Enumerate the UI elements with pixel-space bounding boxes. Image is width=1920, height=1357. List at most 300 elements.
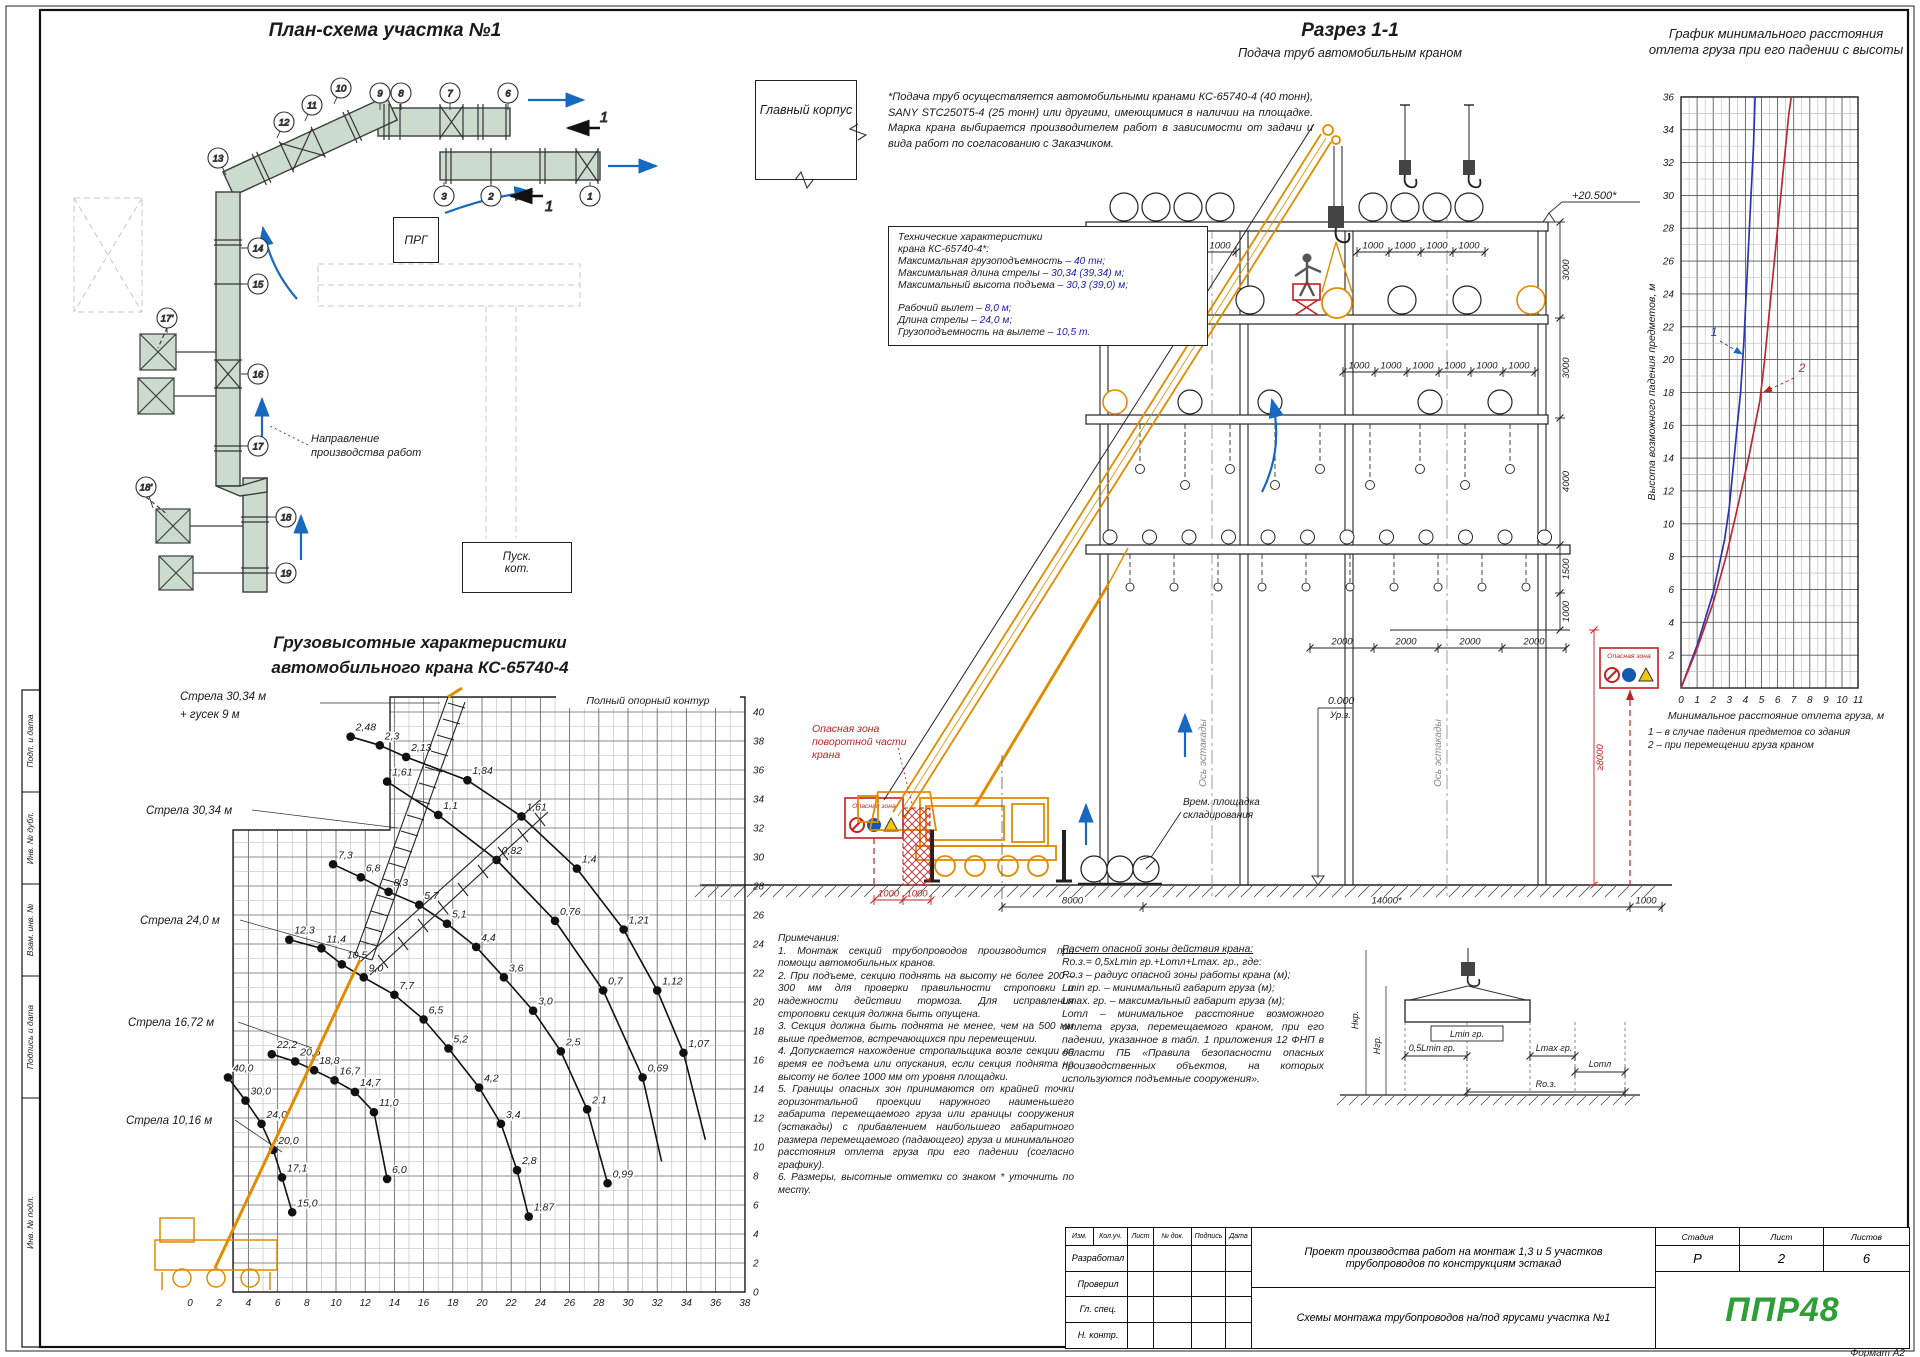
- load-curve-point: [599, 986, 608, 995]
- y-tick-label: 24: [753, 939, 765, 951]
- y-tick-label: 34: [753, 794, 765, 806]
- dimension-label: 1000: [1380, 360, 1402, 372]
- y-tick-label: 12: [753, 1113, 765, 1125]
- calc-line: Rо.з – радиус опасной зоны работы крана (м);: [1062, 970, 1291, 981]
- tb-empty-cell: [1154, 1272, 1192, 1298]
- x-tick-label: 1: [1694, 695, 1700, 706]
- x-tick-label: 2: [216, 1298, 222, 1309]
- x-tick-label: 28: [593, 1298, 605, 1309]
- load-value-label: 1,84: [472, 765, 493, 778]
- hook-icon: [1469, 175, 1481, 187]
- support-contour-label: Полный опорный контур: [586, 695, 710, 707]
- installed-pipe: [1517, 286, 1545, 314]
- danger-sign-title: Опасная зона: [1607, 653, 1651, 660]
- calc-title: Расчет опасной зоны действия крана:: [1062, 944, 1254, 955]
- dimension-label: 1000: [1348, 360, 1370, 372]
- dimension-label: 2000: [1459, 636, 1481, 648]
- tb-empty-cell: [1226, 1297, 1252, 1323]
- y-tick-label: 32: [753, 823, 765, 835]
- tier-pipe: [1258, 390, 1282, 414]
- x-tick-label: 0: [187, 1298, 193, 1309]
- y-tick-label: 30: [1662, 190, 1674, 202]
- tier-pipe: [1453, 286, 1481, 314]
- tier-pipe: [1391, 193, 1419, 221]
- y-tick-label: 26: [753, 910, 765, 922]
- y-tick-label: 30: [753, 852, 765, 864]
- tb-row-label: Разработал: [1066, 1246, 1128, 1272]
- x-tick-label: 22: [505, 1298, 517, 1309]
- elevation-label: +20.500*: [1572, 190, 1617, 202]
- plan-node-number: 18': [139, 482, 153, 494]
- load-value-label: 20,0: [278, 1134, 299, 1147]
- fall-chart-title: График минимального расстояния отлета груза при его падении с высоты: [1648, 26, 1904, 57]
- y-tick-label: 36: [1662, 92, 1674, 104]
- dimension-label: 1000: [877, 888, 900, 900]
- load-value-label: 2,13: [411, 741, 432, 754]
- y-tick-label: 20: [753, 997, 765, 1009]
- dimension-label: 1000: [1458, 240, 1480, 252]
- load-chart-title: Грузовысотные характеристики автомобильного крана КС-65740-4: [271, 633, 569, 677]
- dimension-label: 1500: [1561, 558, 1572, 580]
- section-subtitle: Подача труб автомобильным краном: [1238, 46, 1462, 60]
- spec-item: Максимальная длина стрелы – 30,34 (39,34) м;: [898, 268, 1125, 279]
- y-tick-label: 6: [1668, 584, 1674, 596]
- plan-node-number: 8: [398, 88, 404, 100]
- x-tick-label: 34: [680, 1298, 692, 1309]
- x-tick-label: 7: [1790, 695, 1797, 706]
- y-tick-label: 8: [1668, 552, 1674, 564]
- stamp-side-label: Подпись и дата: [25, 1004, 35, 1070]
- sheet-label: Лист: [1740, 1228, 1824, 1246]
- load-value-label: 0,99: [612, 1168, 633, 1181]
- y-tick-label: 18: [753, 1026, 765, 1038]
- x-tick-label: 6: [1774, 695, 1781, 706]
- x-tick-label: 10: [1836, 695, 1848, 706]
- load-curve-point: [500, 973, 509, 982]
- specs-title1: Технические характеристики: [898, 232, 1043, 243]
- tb-row-label: Н. контр.: [1066, 1323, 1128, 1349]
- dimension-label: 1000: [1426, 240, 1448, 252]
- plan-node-number: 6: [505, 88, 511, 100]
- load-sketch: [1405, 1000, 1530, 1022]
- elevation-label: Ур.з.: [1330, 710, 1351, 721]
- load-value-label: 6,5: [428, 1004, 444, 1017]
- tb-empty-cell: [1192, 1323, 1226, 1349]
- load-curve-point: [513, 1166, 522, 1175]
- load-curve-point: [573, 864, 582, 873]
- load-curve-point: [330, 1076, 339, 1085]
- load-value-label: 0,69: [647, 1062, 669, 1075]
- y-tick-label: 28: [1662, 223, 1674, 235]
- tb-empty-cell: [1192, 1272, 1226, 1298]
- load-value-label: 11,4: [326, 933, 347, 946]
- dimension-label: ≥8000: [1595, 744, 1606, 771]
- tb-empty-cell: [1128, 1323, 1154, 1349]
- x-tick-label: 16: [418, 1298, 430, 1309]
- plan-node-number: 17': [160, 313, 174, 325]
- y-tick-label: 14: [1662, 453, 1674, 465]
- stamp-side-label: Взам. инв. №: [25, 903, 35, 957]
- y-tick-label: 2: [1668, 650, 1674, 662]
- boom-label: Стрела 30,34 м: [180, 691, 267, 703]
- section-mark-number: 1: [599, 109, 609, 126]
- load-value-label: 3,0: [538, 995, 553, 1008]
- load-curve-point: [583, 1105, 592, 1114]
- dimension-label: 3000: [1561, 357, 1572, 379]
- dimension-label: 1000: [1362, 240, 1384, 252]
- dimension-label: 1000: [1444, 360, 1466, 372]
- format-label: Формат А2: [1850, 1348, 1905, 1357]
- spec-item: Максимальная грузоподъемность – 40 тн;: [898, 256, 1106, 267]
- plan-node-number: 11: [307, 100, 317, 112]
- y-axis-title: Высота возможного падения предметов, м: [1646, 283, 1658, 501]
- calc-block: [1062, 943, 1324, 1086]
- note-item: 5. Границы опасных зон принимаются от крайней точки горизонтальной проекции наружного наименьшего габарита перемещаемого груза или границы сооружения (эстакады) с прибавлением наибольшего габаритного размера перемещаемого (падающего) груза и минимального расстояния отлета груза при его падении (согласно графику).: [778, 1084, 1074, 1171]
- x-tick-label: 12: [359, 1298, 371, 1309]
- dimension-label: 3000: [1561, 259, 1572, 281]
- specs-title2: крана КС-65740-4*:: [898, 244, 990, 255]
- load-value-label: 1,21: [628, 914, 650, 927]
- dimension-label: 1000: [1412, 360, 1434, 372]
- load-value-label: 18,8: [319, 1055, 340, 1068]
- prg-box: ПРГ: [393, 217, 439, 263]
- main-building-box: [755, 80, 857, 180]
- tier-pipe: [1178, 390, 1202, 414]
- fall-chart-xlabel: Минимальное расстояние отлета груза, м: [1667, 710, 1885, 722]
- load-curve-point: [383, 777, 392, 786]
- installed-pipe: [1103, 390, 1127, 414]
- tb-row-label: Гл. спец.: [1066, 1297, 1128, 1323]
- load-curve-point: [434, 811, 443, 820]
- boom-label: Стрела 24,0 м: [140, 915, 220, 927]
- note-item: 1. Монтаж секций трубопроводов производится при помощи автомобильных кранов.: [778, 945, 1074, 970]
- calc-dim-label: Hгр.: [1372, 1035, 1382, 1055]
- plan-node-number: 14: [252, 243, 264, 255]
- top-elevation-mark: [1543, 202, 1640, 222]
- load-curve-point: [524, 1212, 533, 1221]
- tb-header-cell: Лист: [1128, 1228, 1154, 1246]
- x-tick-label: 18: [447, 1298, 459, 1309]
- load-curve: [272, 1054, 387, 1179]
- section-mark-number: 1: [544, 198, 554, 215]
- load-value-label: 22,2: [276, 1039, 298, 1052]
- curve-callout: 1: [1710, 325, 1718, 339]
- section-title: Разрез 1-1: [1301, 20, 1399, 41]
- spec-item: Длина стрелы – 24,0 м;: [898, 315, 1013, 326]
- storage-pipes: [1078, 812, 1181, 884]
- calc-line: Lmin гр. – минимальный габарит груза (м);: [1062, 983, 1275, 994]
- tb-header-cell: № док.: [1154, 1228, 1192, 1246]
- axis-label: Ось эстакады: [1433, 719, 1444, 787]
- stamp-side-label: Инв. № подл.: [25, 1196, 35, 1249]
- load-curve-point: [653, 986, 662, 995]
- tb-empty-cell: [1192, 1297, 1226, 1323]
- x-tick-label: 10: [330, 1298, 342, 1309]
- load-value-label: 4,4: [481, 931, 496, 944]
- load-curve-point: [317, 944, 326, 953]
- x-tick-label: 8: [1807, 695, 1813, 706]
- load-value-label: 17,1: [286, 1162, 308, 1175]
- elevation-label: 0.000: [1328, 695, 1355, 707]
- plan-node-number: 13: [212, 153, 224, 165]
- load-curve-point: [390, 990, 399, 999]
- load-value-label: 5,7: [424, 889, 439, 902]
- tb-empty-cell: [1226, 1272, 1252, 1298]
- danger-zones: [874, 690, 1634, 885]
- load-chart-crane: [155, 688, 548, 1290]
- tier-pipe: [1142, 193, 1170, 221]
- plan-node-number: 16: [252, 369, 264, 381]
- calc-dim-label: Rо.з.: [1535, 1079, 1557, 1089]
- calc-line: Rо.з.= 0,5хLmin гр.+Lотл+Lmax. гр., где:: [1062, 957, 1262, 968]
- x-tick-label: 4: [245, 1298, 252, 1309]
- boom-label: Стрела 16,72 м: [128, 1017, 215, 1029]
- direction-label: Направление производства работ: [311, 433, 422, 459]
- load-chart: [126, 691, 765, 1309]
- tb-empty-cell: [1128, 1297, 1154, 1323]
- x-tick-label: 8: [304, 1298, 310, 1309]
- x-tick-label: 9: [1823, 695, 1829, 706]
- sheet-value: 2: [1740, 1246, 1824, 1272]
- load-curve-point: [475, 1083, 484, 1092]
- load-curve-point: [267, 1050, 276, 1059]
- x-tick-label: 26: [564, 1298, 576, 1309]
- load-value-label: 3,4: [505, 1108, 521, 1121]
- load-curve-point: [463, 776, 472, 785]
- y-tick-label: 14: [753, 1084, 765, 1096]
- tb-empty-cell: [1226, 1323, 1252, 1349]
- plan-node-number: 3: [441, 191, 447, 203]
- y-tick-label: 22: [1662, 322, 1674, 334]
- hardhat-mandatory-icon: [1622, 668, 1636, 682]
- boom-label: Стрела 30,34 м: [146, 805, 233, 817]
- load-value-label: 2,48: [355, 721, 377, 734]
- load-curve-point: [443, 919, 452, 928]
- calc-dim-label: Lотл: [1588, 1059, 1612, 1069]
- spec-item: Грузоподъемность на вылете – 10,5 т.: [898, 327, 1091, 338]
- load-value-label: 3,6: [508, 962, 524, 975]
- load-value-label: 1,12: [662, 975, 683, 988]
- tier-pipe: [1236, 286, 1264, 314]
- plan-node-number: 12: [278, 117, 290, 129]
- curve-callout: 2: [1798, 361, 1806, 375]
- zero-level-mark: [1312, 708, 1352, 885]
- dimension-label: 1000: [1508, 360, 1530, 372]
- load-value-label: 8,3: [393, 876, 409, 889]
- calc-dim-label: 0,5Lmin гр.: [1408, 1043, 1456, 1053]
- load-curve-point: [529, 1006, 538, 1015]
- plan-title: План-схема участка №1: [268, 20, 502, 41]
- load-value-label: 1,07: [688, 1037, 709, 1050]
- load-curve-point: [257, 1120, 266, 1129]
- crane-hook-and-load: [1322, 146, 1352, 318]
- dimension-label: 1000: [906, 888, 928, 900]
- tier-pipe: [1388, 286, 1416, 314]
- load-value-label: 1,1: [443, 799, 458, 812]
- tb-header-cell: Кол.уч.: [1094, 1228, 1128, 1246]
- load-curve-point: [351, 1088, 360, 1097]
- load-curve-point: [557, 1047, 566, 1056]
- y-tick-label: 28: [753, 881, 765, 893]
- dimension-label: 1000: [1209, 240, 1231, 252]
- note-item: 2. При подъеме, секцию поднять на высоту не более 200 – 300 мм для проверки правильности строповки и надежности действии тормоза. Для исправления строповки секция должна быть опущена.: [778, 970, 1074, 1020]
- tier-pipe: [1110, 193, 1138, 221]
- section-note: *Подача труб осуществляется автомобильными кранами КС-65740-4 (40 тонн), SANY STC250T5-4 (25 тонн) или другими, имеющимися в наличии на площадке. Марка крана выбирается производителем работ в зависимости от задачи и вида работ по согласованию с Заказчиком.: [888, 91, 1313, 150]
- x-tick-label: 20: [476, 1298, 488, 1309]
- tb-row-label: Проверил: [1066, 1272, 1128, 1298]
- y-tick-label: 10: [1662, 519, 1674, 531]
- tier-pipe: [1488, 390, 1512, 414]
- load-value-label: 10,5: [346, 949, 368, 962]
- y-tick-label: 36: [753, 765, 765, 777]
- load-value-label: 1,4: [581, 853, 597, 866]
- load-curve-point: [285, 935, 294, 944]
- load-value-label: 0,82: [501, 844, 523, 857]
- load-curve-point: [376, 741, 385, 750]
- load-curve-point: [291, 1057, 300, 1066]
- tb-empty-cell: [1128, 1272, 1154, 1298]
- load-value-label: 7,3: [338, 849, 353, 862]
- tb-header-cell: Дата: [1226, 1228, 1252, 1246]
- y-tick-label: 24: [1662, 289, 1674, 301]
- x-tick-label: 36: [710, 1298, 722, 1309]
- dimension-label: 14000*: [1371, 895, 1402, 907]
- plan-node-number: 1: [587, 191, 593, 203]
- plan-node-number: 9: [377, 88, 383, 100]
- hook-icon: [1468, 976, 1480, 986]
- rigger-worker: [1293, 254, 1321, 316]
- x-tick-label: 14: [388, 1298, 400, 1309]
- axis-label: Ось эстакады: [1198, 719, 1209, 787]
- dimension-label: 1000: [1476, 360, 1498, 372]
- load-curve-point: [384, 888, 393, 897]
- y-tick-label: 22: [753, 968, 765, 980]
- y-tick-label: 26: [1662, 256, 1674, 268]
- load-value-label: 1,87: [533, 1201, 555, 1214]
- stamp-side-label: Инв. № дубл.: [25, 811, 35, 865]
- hook-icon: [1405, 175, 1417, 187]
- load-curve-point: [383, 1175, 392, 1184]
- plan-node-number: 10: [335, 83, 347, 95]
- load-curve-point: [603, 1179, 612, 1188]
- plan-node-number: 17: [252, 441, 264, 453]
- x-tick-label: 2: [1710, 695, 1716, 706]
- load-curve-point: [370, 1108, 379, 1117]
- x-tick-label: 6: [274, 1298, 281, 1309]
- note-item: 3. Секция должна быть поднята не менее, чем на 500 мм выше предметов, встречающихся при перемещении.: [778, 1021, 1074, 1045]
- boiler-line2: кот.: [504, 563, 530, 575]
- load-value-label: 11,0: [378, 1097, 399, 1110]
- dimension-label: 8000: [1061, 895, 1084, 907]
- load-curve-point: [241, 1096, 250, 1105]
- load-value-label: 16,7: [339, 1065, 360, 1078]
- fall-distance-chart: [1646, 92, 1863, 706]
- load-value-label: 5,1: [451, 908, 467, 921]
- y-tick-label: 20: [1662, 355, 1674, 367]
- tb-empty-cell: [1154, 1297, 1192, 1323]
- boom-label: + гусек 9 м: [180, 709, 240, 721]
- load-value-label: 2,3: [384, 730, 400, 743]
- load-curve-point: [638, 1073, 647, 1082]
- load-curve: [351, 737, 706, 1140]
- plan-node-number: 18: [280, 512, 292, 524]
- y-tick-label: 4: [1668, 617, 1674, 629]
- load-curve-point: [551, 917, 560, 926]
- y-tick-label: 18: [1662, 387, 1674, 399]
- note-item: 6. Размеры, высотные отметки со знаком * уточнить по месту.: [778, 1172, 1074, 1196]
- company-logo: ППР48: [1725, 1290, 1840, 1329]
- dimension-label: 2000: [1395, 636, 1417, 648]
- y-tick-label: 10: [753, 1142, 765, 1154]
- load-value-label: 12,3: [294, 924, 315, 937]
- load-value-label: 6,0: [392, 1163, 407, 1176]
- load-value-label: 7,7: [399, 979, 415, 992]
- danger-sign-title: Опасная зона: [852, 803, 896, 810]
- direction-leader: [268, 425, 308, 445]
- calc-line: Lmax. гр. – максимальный габарит груза (м);: [1062, 996, 1285, 1007]
- x-tick-label: 3: [1726, 695, 1733, 706]
- load-curve-point: [359, 973, 368, 982]
- fall-chart-legend: 1 – в случае падения предметов со здания 2 – при перемещении груза краном: [1648, 727, 1851, 751]
- load-value-label: 9,0: [368, 962, 384, 975]
- dimension-label: 1000: [1394, 240, 1416, 252]
- tb-empty-cell: [1192, 1246, 1226, 1272]
- stage-label: Стадия: [1656, 1228, 1740, 1246]
- load-curve-point: [224, 1073, 233, 1082]
- title-block: [1065, 1227, 1910, 1349]
- tb-empty-cell: [1226, 1246, 1252, 1272]
- plan-drawing: [74, 78, 866, 592]
- main-building-label: Главный корпус: [759, 103, 853, 117]
- plan-node-number: 2: [488, 191, 494, 203]
- tier-pipe: [1418, 390, 1442, 414]
- load-value-label: 15,0: [297, 1197, 318, 1210]
- y-tick-label: 16: [753, 1055, 765, 1067]
- notes-block: [778, 933, 1074, 1197]
- tier-pipe: [1174, 193, 1202, 221]
- dimension-label: 1000: [1635, 895, 1657, 907]
- load-curve-point: [497, 1120, 506, 1129]
- stage-value: Р: [1656, 1246, 1740, 1272]
- plan-node-number: 7: [447, 88, 453, 100]
- y-tick-label: 12: [1662, 486, 1674, 498]
- notes-title: Примечания:: [778, 933, 840, 944]
- danger-zone-calc-diagram: [1337, 948, 1640, 1105]
- load-value-label: 6,8: [365, 862, 381, 875]
- load-curve-point: [357, 873, 366, 882]
- plan-node-number: 15: [252, 279, 264, 291]
- stamp-side-label: Подп. и дата: [25, 714, 35, 768]
- x-tick-label: 4: [1742, 695, 1749, 706]
- dimension-label: 1000: [1561, 600, 1572, 623]
- load-curve-point: [338, 960, 347, 969]
- load-value-label: 0,7: [608, 975, 623, 988]
- storage-label: Врем. площадка складирования: [1183, 797, 1260, 821]
- load-curve-point: [419, 1015, 428, 1024]
- note-item: 4. Допускается нахождение стропальщика возле секции во время ее подъема или опускания, если секция поднята на высоту не более 1000 мм от уровня площадки.: [778, 1046, 1074, 1083]
- calc-dim-label: Нкр.: [1350, 1010, 1360, 1030]
- y-tick-label: 2: [753, 1258, 759, 1270]
- boiler-line1: Пуск.: [502, 551, 532, 563]
- dimension-label: 4000: [1561, 470, 1572, 493]
- load-curve-point: [619, 925, 628, 934]
- load-curve-point: [472, 943, 481, 952]
- load-curve-point: [288, 1208, 297, 1217]
- tier-pipe: [1455, 193, 1483, 221]
- x-tick-label: 30: [622, 1298, 634, 1309]
- y-tick-label: 40: [753, 707, 765, 719]
- tb-empty-cell: [1154, 1323, 1192, 1349]
